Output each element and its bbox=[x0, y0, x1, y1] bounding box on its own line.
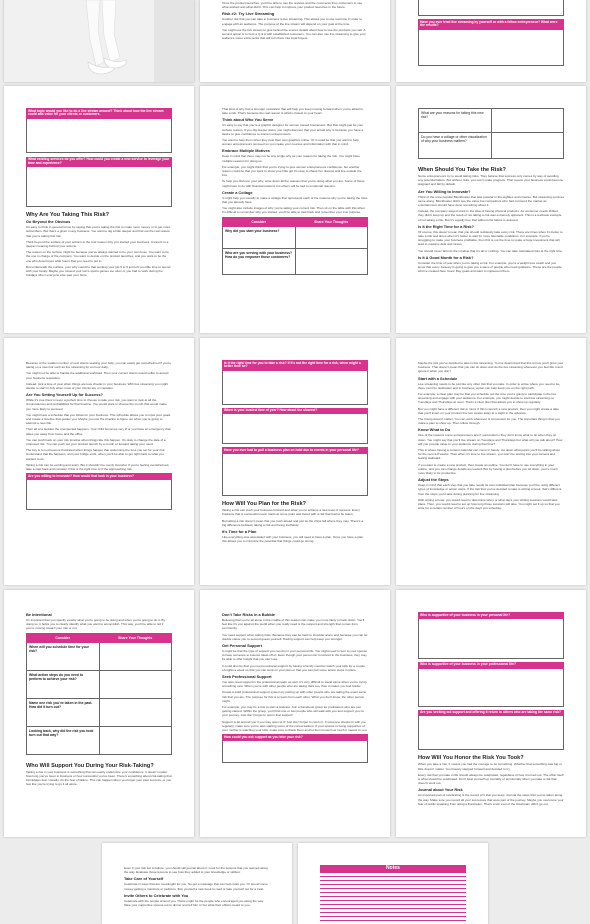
body-text: The reason on the surface might be because you've always wanted to be your own boss. You want to be the one in charge of the company. You want to decide on the product launches, and you want to be the one who determines what hours that you need to put in. bbox=[26, 250, 169, 263]
reflection-table bbox=[26, 633, 172, 755]
answer-box[interactable] bbox=[418, 30, 564, 66]
answer-box[interactable] bbox=[418, 716, 564, 750]
page-schedule bbox=[396, 338, 586, 585]
body-text: Support is all around you if you stay open to it! Just don't forget to return it. If someone checks in with you regularly, make sure you're also starting some of the conversations. If your spouse is being supportive of your mother is watching your kids, make sure to thank them and let them know how much it means to you. bbox=[222, 719, 368, 733]
section-heading: Be Intentional bbox=[26, 612, 52, 617]
answer-box[interactable] bbox=[222, 414, 368, 444]
body-text: Consider the time of year when you're taking a risk. For example, you're a weight loss coach and you know that every January is going to give you a wave of people who need guidance. These are the people who've created New Years' Day goals and want to implement them. bbox=[418, 260, 562, 274]
question-banner: Are you seeking out support and offering it return to others who are taking the same risk? bbox=[418, 710, 564, 717]
body-text: But taking a risk doesn't mean that you push ahead and just let the chips fall where they may. There's a big difference between taking a risk and being foolhardy. bbox=[222, 518, 364, 527]
body-text: While it's true there's never a perfect time to choose to take your risk, you want to look at all the circumstances and probabilities for that timeline. You would want to choose the month that would make you more likely to succeed. bbox=[26, 398, 167, 411]
body-text: The timing doesn't matter. You can work whenever is convenient for you. The important thing is that you make a plan to show up. Then follow through. bbox=[418, 417, 560, 426]
body-text: You should never fall into the mindset that it's all or nothing. You can take calculated risks at the right time. bbox=[418, 248, 563, 253]
question-cell: When will you schedule time for your risk? bbox=[27, 642, 100, 670]
answer-cell[interactable] bbox=[491, 109, 564, 133]
column-header: Consider bbox=[27, 633, 100, 642]
body-text: Keep in mind that each step that you take needs its own individual plan because you'll be using different types of knowledge or action steps. If the risk that you've decided to take is writing a book, that's different from the steps you'd take during planning for live streaming. bbox=[418, 483, 562, 496]
section-heading: Don't Take Risks in a Bubble bbox=[222, 612, 275, 617]
body-text: Create a solid professional support system by pairing up with other people who are taking the exact same risk that you are. The purpose for this is to learn from each other. What you don't know, the other person might. bbox=[222, 690, 367, 703]
body-text: Taking a risk can be exciting and scary. But it shouldn't be overly stressful. If you're feeling overwhelmed, take a step back and consider if this is the right time or if the approaching risk. bbox=[26, 462, 170, 472]
body-text: You need support when taking risks. Because they can be hard to shoulder alone and because you can let doubts cause you to second guess yourself. Having support can help keep you stronger. bbox=[222, 632, 368, 641]
body-text: Once the product launches, you'll be able to use the reviews and the comments from customers to see what worked and what didn't. This can help to improve your product launches in the future. bbox=[222, 1, 363, 10]
page-setting-up-success bbox=[4, 338, 194, 585]
answer-cell[interactable] bbox=[99, 698, 172, 726]
page-title: When Should You Take the Risk? bbox=[418, 167, 506, 173]
body-text: Live streaming needs to be just like any other risk that you take. In order to arrive where you need to be, there must be dedication and in business, a plan can help keep you on the right path. bbox=[418, 381, 561, 390]
question-banner: How could you ask support as you take your risk? bbox=[222, 734, 368, 741]
body-text: You can push back on your risk timeline when things like this happen. It's okay to change the date of a proposed risk. You can push out your product launch by a month or forward taking your need. bbox=[26, 437, 166, 447]
question-banner: What existing services do you offer? How could you create a new service to leverage your time and experience? bbox=[26, 157, 172, 168]
body-text: When you take a risk, it means you had the courage to do something. Whether that something was big or little doesn't matter. You bravely stepped forward and decided to try. bbox=[418, 762, 562, 771]
answer-cell[interactable] bbox=[491, 133, 564, 159]
body-text: Taking a risk in your business is something that can easily undermine your confidence. It doesn't matter how long you've been in business or how successful you've been. There's something about risk-taking that intimidates fear. Usually, it's the fear of failure. This can happen when you forget your past success, or you feel like you're trying to go it all alone. bbox=[26, 769, 172, 787]
page-celebrate bbox=[102, 843, 292, 924]
body-text: Instead, the company stayed stuck in the idea of having physical products. As consumer needs shifted, they didn't keep up and the result of not taking a risk was extremely apparent. This is a textbook example of not taking a risk. But it's equally true that without risk failure is assured. bbox=[418, 209, 562, 222]
answer-box[interactable] bbox=[222, 454, 368, 496]
question-cell: What action steps do you need to perform to achieve your risk? bbox=[27, 670, 100, 698]
body-text: To help you discover your why, write down all the reasons that you're doing what you are. Some of these might have to do with financial reasons but others will be tied to emotional reasons. bbox=[222, 179, 365, 188]
section-heading: Start with a Schedule bbox=[418, 375, 458, 381]
page-plan-risk bbox=[200, 338, 390, 585]
page-when-take-risk bbox=[396, 86, 586, 333]
body-text: It might be that the type of support you need is in your personal life. You might need to turn to your spouse to have someone to bounce ideas off of. Even though your person isn't involved in the business, they may be able to offer insight that you can't see. bbox=[222, 649, 368, 662]
body-text: It's easy to think in general terms by saying that you're taking the risk to make more money or to get more subscribers. But that's a given in any business. You want to dig a little deeper and find out the real reason that you're taking this risk. bbox=[26, 225, 171, 238]
section-heading: Seek Professional Support bbox=[222, 674, 272, 680]
body-text: Like everything else associated with your business, you will need to have a plan. Once you have a plan, this allows you to minimize the potential that things could go wrong. bbox=[222, 535, 364, 544]
body-text: You want to help them when they post their own graphics online. Or it could be that you want to help women entrepreneurs succeed so you create your courses and information with that in mind. bbox=[222, 138, 359, 147]
page-intentional bbox=[4, 590, 194, 837]
body-text: But underneath the surface, your why could be that working your job 9 to 5 just left you little time to spend with your family. Maybe you missed your son's sports games too often or you had to work during the holidays when everyone else was your boss. bbox=[26, 264, 171, 278]
body-text: It's easy to say that you're a graphic designer for women owned businesses. But that might just be your surface reason. If you dig deeper down, you might discover that your actual why is because you have a desire to give confidence to women entrepreneurs. bbox=[222, 123, 364, 136]
body-text: One of the reasons some entrepreneurs aren't successful is they don't know what to do when they sit down. You might say that you'll live stream on Tuesdays and Thursdays but what will you talk about? How will you provide value to your audience during that time? bbox=[418, 433, 563, 446]
body-text: But you might have a different risk in mind. If this is launch a new product, then you might create a date that you'll insert on your product line two weeks away at a slight in the advance. bbox=[418, 406, 559, 415]
section-heading: Go Beyond the Obvious bbox=[26, 219, 71, 225]
body-text: With writing a book, you would need to determine when or what days your writing sessions would take place. Then, you would need to set up how long those sessions will take. You might set it up so that you write for a certain number of hours on the days you schedule. bbox=[418, 497, 560, 511]
question-banner: What topic would you like to do a live stream around? Think about how the live stream could add value for your clients or customers. bbox=[26, 108, 172, 119]
page-title: How Will You Plan for the Risk? bbox=[222, 501, 306, 508]
answer-box[interactable] bbox=[418, 619, 564, 659]
page-why-risk bbox=[4, 86, 194, 333]
section-heading: Create a Collage bbox=[222, 189, 253, 195]
body-text: You might not be able to handle the additional workload. Then your current clients would suffer to accept your business reputation. bbox=[26, 371, 169, 380]
body-text: It's important that you specify exactly what you're going to be doing and when you're going to do it. By doing so, it helps you to clearly identify what you want to accomplish. This way, you'll be able to tell if you're moving toward your risk or not. bbox=[26, 618, 166, 631]
page-notes bbox=[298, 843, 488, 924]
answer-cell[interactable] bbox=[99, 642, 172, 670]
body-text: An important part of celebrating is the record of it that you keep. Journal the steps that you've taken along the way. Make sure you record all your successes that were part of the journey. Maybe you overcome your fear of public speaking from doing a livestream. That's a win even if the livestream didn't go out. bbox=[418, 793, 564, 806]
answer-box[interactable] bbox=[222, 371, 368, 405]
section-heading: Know What to Do bbox=[418, 427, 451, 433]
page-title: How Will You Honor the Risk You Took? bbox=[418, 755, 524, 762]
answer-cell[interactable] bbox=[295, 248, 368, 274]
page-photo bbox=[4, 0, 194, 82]
notes-lines[interactable] bbox=[320, 873, 466, 921]
column-header: Share Your Thoughts bbox=[99, 633, 172, 642]
body-text: The key is to not become frustrated when things happen that undermine the time you set for your risk. Understand that life happens, and your bridge ends, when you'll be able to get right back to what you wanted to do. bbox=[26, 448, 166, 461]
section-heading: Is It A Good Month for a Risk? bbox=[418, 254, 474, 260]
body-text: You might use the live stream to give behind the scenes details about how to use the products you sell. A second option is to host a Q & A with established customers. You can also use live streaming to give your audience some extra perks that will turn them into loyal buyers. bbox=[222, 27, 366, 41]
body-text: If you want to create a new product, then create an outline. You don't have to use everything in your outline, and you can change details as needed. But by having a plan before you sit down, you're much more likely to be productive. bbox=[418, 462, 558, 476]
body-text: Then all of a sudden the unexpected happens. Your child becomes very ill or you have an emergency that takes you away from home and the office. bbox=[26, 427, 171, 436]
section-heading: Think about Who You Serve bbox=[222, 117, 274, 123]
section-heading: Embrace Multiple Motives bbox=[222, 148, 270, 154]
question-banner: When is your busiest time of year? How about the slowest? bbox=[222, 408, 368, 415]
body-text: Because of the sudden number of new clients seeking your help, you can easily get overwhelmed if you're taking on a new risk such as live streaming for an hour daily. bbox=[26, 361, 172, 370]
page-who-you-serve bbox=[200, 86, 390, 333]
answer-cell[interactable] bbox=[99, 670, 172, 698]
body-text: You might have a schedule that you follow for your business. This schedule allows you to input your goals and create a timeline that guides you. Maybe you use the timeline to figure out when you're going to attempt a new risk. bbox=[26, 412, 171, 426]
body-text: Think of the once popular Blockbuster that was popular in the eighties and nineties. But streaming services came along. Blockbuster didn't see the value but competitors who had cornered the market as entertainment should have done something about it. bbox=[418, 194, 565, 208]
body-text: Some entrepreneurs try to avoid taking risks. They believe that success only comes by way of avoiding any potential failure. But without risks, you won't make progress. That means your business could become stagnant and fall by default. bbox=[418, 174, 564, 187]
question-cell: Do you have a collage or other visualization of why your business matters? bbox=[419, 133, 492, 159]
body-text: For example, you may be a risk to start a podcast. Join a Facebook group for podcasters who are just getting started. Within the group, you'll find one or two people who will walk with you and support you on your journey. Just don't forget to return that support! bbox=[222, 705, 365, 718]
question-cell: Why did you start your business? bbox=[223, 226, 296, 248]
answer-box[interactable] bbox=[26, 119, 172, 153]
body-text: Even if your risk led to failure, you should still journal about it. Look for the lessons that you learned along the way. Evaluate those lessons to see how they added to your knowledge or skillset. bbox=[124, 866, 268, 875]
body-text: Every risk that you take in life should always be celebrated, regardless of how it turned out. The effort itself is what should be celebrated. Don't beat yourself up mentally or emotionally when you take a risk that doesn't work out. bbox=[418, 772, 564, 786]
body-text: For example, you might think that you're trying to give women entrepreneurs confidence, but another reason could be that you want to show your little girl it's okay to chase her dreams and live outside the box. bbox=[222, 164, 362, 178]
page-title: Who Will Support You During Your Risk-Taking? bbox=[26, 762, 154, 769]
section-heading: Is It the Right Time for a Risk? bbox=[418, 223, 474, 229]
body-text: It might help you visually to make a collage that represents each of the reasons why you're taking the risks that you already have. bbox=[222, 195, 368, 205]
section-heading: Are You Setting Yourself Up for Success? bbox=[26, 392, 103, 398]
question-cell: What are your reasons for taking this new risk? bbox=[419, 109, 492, 133]
notes-title: Notes bbox=[320, 865, 466, 873]
question-banner: Have you ever tried live streaming by yourself or with a fellow entrepreneur? What were the results? bbox=[418, 19, 564, 30]
body-text: You also need support in the professional realm as well. It's very difficult to stand alone when you're trying something new. When you're with other people who are taking risks too, then it makes you feel bolder. bbox=[222, 680, 367, 689]
page-live-streaming bbox=[200, 0, 390, 82]
section-heading: Get Personal Support bbox=[222, 643, 262, 649]
body-text: Instead, pick a time of year when things are less chaotic in your business. With live streaming you might decide to start in July when most of your clients are on vacation. bbox=[26, 381, 169, 391]
body-text: That kind of why has a stronger motivation that will help you keep moving forward when you're afraid to take a risk. That's because the real reason is what's closest to your heart. bbox=[222, 107, 363, 116]
section-heading: It's Time for a Plan bbox=[222, 529, 257, 534]
section-heading: Journal about Your Risk bbox=[418, 787, 463, 793]
body-text: Celebrate in ways that are meaningful for you. So get a massage that can help relax you. Or spend some money getting a manicure or pedicure. Buy yourself a new book to read or take yourself out for a treat. bbox=[124, 882, 268, 891]
question-banner: Who is supportive of your business in your professional life? bbox=[418, 662, 564, 669]
body-text: Of course, this doesn't mean that you should recklessly take every risk. There are times when it's better to take a risk and times when it's better to wait for more favorable conditions. For example, if you're struggling to make your business profitable, then this is not the time to make a huge investment that will lead to massive debt and stress. bbox=[418, 229, 563, 247]
body-text: You might also include images of why you're taking your current risk. Then sit on the table with this when it's difficult to remember why you started, you'll be able to look back and remember your true purpose. bbox=[222, 206, 365, 215]
page-honor-risk bbox=[396, 590, 586, 837]
question-cell: Name one risk you've taken in the past. How did it turn out? bbox=[27, 698, 100, 726]
page-title: Why Are You Taking This Risk? bbox=[26, 212, 110, 219]
body-text: Maybe the risk you've decided to take is live streaming. You've determined that this is how you'll grow your business. That doesn't mean that you can sit down and do the live streaming whenever you feel like it and ignore it when you don't. bbox=[418, 361, 564, 374]
answer-cell[interactable] bbox=[295, 226, 368, 248]
body-text: Keep in mind that there may not be any single why as your reason for taking the risk. You might have multiple reasons for doing so. bbox=[222, 154, 360, 163]
body-text: For example, a clear plan may be that you schedule out the time you're going to participate in the live streaming and engage with your audience. For example, you might decide to start live streaming on Tuesdays and Thursdays at noon. That's a clear plan that allows you to show up regularly. bbox=[418, 392, 557, 405]
column-header: Share Your Thoughts bbox=[295, 217, 368, 226]
answer-box[interactable] bbox=[222, 741, 368, 763]
page-live-stream-question bbox=[396, 0, 586, 82]
question-banner: Are you willing to innovate? How would that look in your business? bbox=[26, 473, 172, 480]
answer-box[interactable] bbox=[418, 669, 564, 707]
question-banner: Is it the right time for you to take a risk? If it's not the right time for a risk, when might a better time be? bbox=[222, 360, 368, 371]
body-text: It could also be that you need emotional support by having a family member watch your kids for a couple of nights a week so that you can work on your plan or that you can pull some action steps in place. bbox=[222, 663, 365, 672]
section-heading: Are You Willing to Innovate? bbox=[418, 188, 471, 194]
question-banner: Have you ever had to pull a business plan on hold due to events in your personal life? bbox=[222, 447, 368, 454]
answer-box[interactable] bbox=[418, 0, 564, 16]
question-cell: Looking back, why did the risk you took turn out that way? bbox=[27, 726, 100, 754]
column-header: Consider bbox=[223, 217, 296, 226]
answer-box[interactable] bbox=[26, 480, 172, 510]
body-text: This is where having a content calendar can come in handy. Jot down what topics you'll be talking about for the next 4-8 weeks. Then when it's time to live stream, you won't be staring into your camera and feeling awkward. bbox=[418, 448, 561, 461]
body-text: Another risk that you can take in business is live streaming. This allows you to use real time in order to engage with an audience. The purpose of the live stream will depend on your goal at the time. bbox=[222, 17, 362, 26]
body-text: Celebrate with the people around you. These might be the people who encouraged you along the way. Take your supportive spouse out to dinner and tell him or her what their efforts meant to you. bbox=[124, 898, 264, 908]
body-text: Think beyond the surface of your actions to the real reason why you started your business. Connect to a deeper meaning behind your actions. bbox=[26, 239, 169, 248]
answer-cell[interactable] bbox=[99, 726, 172, 754]
section-heading: Risk #2: Try Live Streaming bbox=[222, 11, 275, 17]
reflection-table bbox=[418, 108, 564, 159]
body-text: Believing that you're all alone in the middle of this season can make you more likely to back down. You'll feel like it's you against the world when you really need is the support and strength that comes from community. bbox=[222, 618, 365, 631]
question-cell: Who are you serving with your business? How do you empower those customers? bbox=[223, 248, 296, 274]
reflection-table bbox=[222, 217, 368, 275]
section-heading: Invite Others to Celebrate with You bbox=[124, 892, 189, 898]
answer-box[interactable] bbox=[26, 167, 172, 207]
section-heading: Adjust the Steps bbox=[418, 477, 449, 483]
body-text: Taking a risk can push your business forward and allow you to achieve a new level of success. Every business that is successful never starts at some point was faced with a risk that had to be taken. bbox=[222, 508, 360, 517]
photo-image bbox=[4, 0, 194, 82]
question-banner: Who is supportive of your business in your personal life? bbox=[418, 612, 564, 619]
page-support bbox=[200, 590, 390, 837]
section-heading: Take Care of Yourself bbox=[124, 876, 164, 882]
